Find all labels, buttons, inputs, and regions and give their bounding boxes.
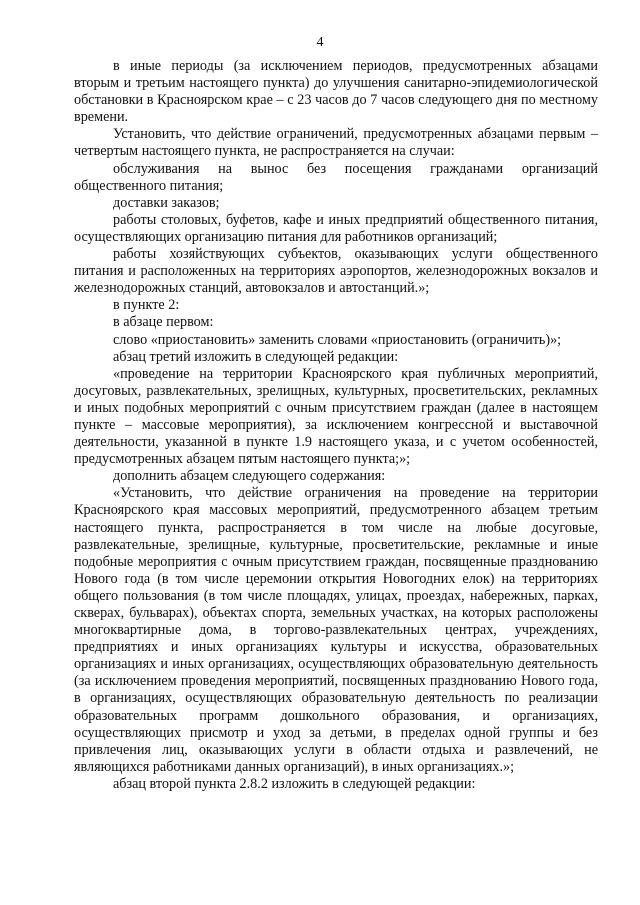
paragraph-transport-catering: работы хозяйствующих субъектов, оказывающих услуги общественного питания и расположенных на территориях аэропортов, железнодорожных вокзалов и железнодорожных станций, автовокзалов и автостанций.»; (74, 246, 598, 297)
paragraph-other-periods: в иные периоды (за исключением периодов, предусмотренных абзацами вторым и третьим настоящего пункта) до улучшения санитарно-эпидемиологической обстановки в Красноярском крае – с 23 часов до 7 часов следующего дня по местному времени. (74, 58, 598, 126)
paragraph-item-2-8-2: абзац второй пункта 2.8.2 изложить в следующей редакции: (113, 775, 476, 792)
paragraph-new-year-events: «Установить, что действие ограничения на проведение на территории Красноярского края массовых мероприятий, предусмотренного абзацем третьим настоящего пункта, распространяется в том числе на любые досуговые, развлекательные, зрелищные, культурные, просветительские, рекламные и иные подобные мероприятия с очным присутствием граждан, посвященные празднованию Нового года (в том числе церемонии открытия Новогодних елок) на территориях общего пользования (в том числе площадях, улицах, проездах, набережных, парках, скверах, бульварах), объектах спорта, земельных участках, на которых расположены многоквартирные дома, в торгово-развлекательных центрах, учреждениях, предприятиях и иных организациях культуры и искусства, образовательных организациях и иных организациях, осуществляющих образовательную деятельность (за исключением проведения мероприятий, посвященных празднованию Нового года, в организациях, осуществляющих образовательную деятельность по реализации образовательных программ дошкольного образования, и организациях, осуществляющих присмотр и уход за детьми, в пределах одной группы и без привлечения лиц, оказывающих услуги в области отдыха и развлечений, не являющихся работниками данных организаций), в иных организациях.»; (74, 485, 598, 775)
document-body (74, 58, 598, 793)
paragraph-canteens: работы столовых, буфетов, кафе и иных предприятий общественного питания, осуществляющих организацию питания для работников организаций; (74, 211, 598, 245)
page-number: 4 (316, 35, 324, 50)
paragraph-word-replace: слово «приостановить» заменить словами «приостановить (ограничить)»; (113, 331, 562, 348)
paragraph-item-2: в пункте 2: (113, 297, 180, 314)
paragraph-takeaway: обслуживания на вынос без посещения гражданами организаций общественного питания; (74, 160, 598, 194)
paragraph-supplement: дополнить абзацем следующего содержания: (113, 468, 386, 485)
paragraph-delivery: доставки заказов; (113, 194, 220, 211)
paragraph-third-subparagraph: абзац третий изложить в следующей редакции: (113, 348, 399, 365)
paragraph-public-events: «проведение на территории Красноярского края публичных мероприятий, досуговых, развлекательных, зрелищных, культурных, просветительских, рекламных и иных подобных мероприятий с очным присутствием граждан (далее в настоящем пункте – массовые мероприятия), за исключением конгрессной и выставочной деятельности, указанной в пункте 1.9 настоящего указа, и с учетом особенностей, предусмотренных абзацем пятым настоящего пункта;»; (74, 365, 598, 468)
paragraph-exceptions-intro: Установить, что действие ограничений, предусмотренных абзацами первым – четвертым настоящего пункта, не распространяется на случаи: (74, 126, 598, 160)
paragraph-first-subparagraph: в абзаце первом: (113, 314, 214, 331)
